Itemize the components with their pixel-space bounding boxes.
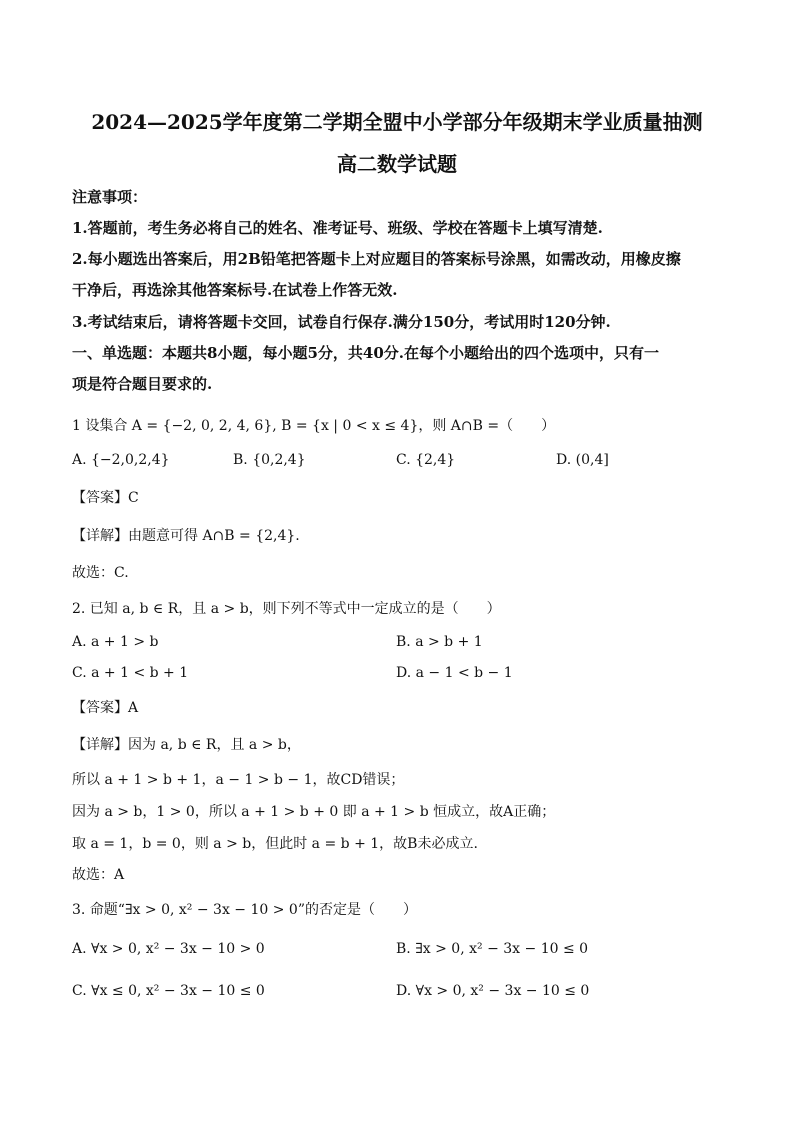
- q1-conclusion: 故选：C.: [72, 565, 129, 581]
- q2-option-d: D. a − 1 < b − 1: [396, 665, 513, 681]
- q3-option-b: B. ∃x > 0, x² − 3x − 10 ≤ 0: [396, 941, 589, 957]
- q2-option-a: A. a + 1 > b: [72, 634, 159, 650]
- q1-option-a: A. {−2,0,2,4}: [72, 452, 170, 468]
- notice-item-1: 1.答题前，考生务必将自己的姓名、准考证号、班级、学校在答题卡上填写清楚.: [72, 219, 603, 237]
- q1-answer: 【答案】C: [72, 490, 139, 506]
- q2-option-b: B. a > b + 1: [396, 634, 483, 650]
- q2-conclusion: 故选：A: [72, 867, 125, 883]
- q2-stem: 2. 已知 a, b ∈ R，且 a > b，则下列不等式中一定成立的是（ ）: [72, 601, 501, 617]
- exam-title: 2024—2025学年度第二学期全盟中小学部分年级期末学业质量抽测: [91, 110, 703, 134]
- q2-detail: 【详解】因为 a, b ∈ R，且 a > b，: [72, 737, 301, 753]
- q1-option-d: D. (0,4]: [556, 452, 609, 468]
- q3-option-d: D. ∀x > 0, x² − 3x − 10 ≤ 0: [396, 983, 590, 999]
- q2-reason-1: 所以 a + 1 > b + 1，a − 1 > b − 1，故CD错误；: [72, 772, 405, 788]
- q3-option-c: C. ∀x ≤ 0, x² − 3x − 10 ≤ 0: [72, 983, 265, 999]
- notice-item-2: 2.每小题选出答案后，用2B铅笔把答题卡上对应题目的答案标号涂黑，如需改动，用橡皮擦: [72, 250, 681, 268]
- exam-subtitle: 高二数学试题: [337, 152, 457, 176]
- notice-item-2-cont: 干净后，再选涂其他答案标号.在试卷上作答无效.: [72, 281, 398, 299]
- q1-detail: 【详解】由题意可得 A∩B = {2,4}.: [72, 528, 300, 544]
- q2-reason-3: 取 a = 1，b = 0，则 a > b，但此时 a = b + 1，故B未必成立.: [72, 836, 478, 852]
- section-heading-cont: 项是符合题目要求的.: [72, 375, 213, 393]
- notice-item-3: 3.考试结束后，请将答题卡交回，试卷自行保存.满分150分，考试用时120分钟.: [72, 313, 611, 331]
- q3-stem: 3. 命题“∃x > 0, x² − 3x − 10 > 0”的否定是（ ）: [72, 902, 417, 918]
- q1-option-c: C. {2,4}: [396, 452, 456, 468]
- q1-stem: 1 设集合 A = {−2, 0, 2, 4, 6}, B = {x | 0 < x ≤ 4}，则 A∩B =（ ）: [72, 418, 556, 434]
- q2-option-c: C. a + 1 < b + 1: [72, 665, 189, 681]
- notice-heading: 注意事项：: [72, 188, 148, 206]
- section-heading: 一、单选题：本题共8小题，每小题5分，共40分.在每个小题给出的四个选项中，只有一: [72, 344, 659, 362]
- q2-reason-2: 因为 a > b，1 > 0，所以 a + 1 > b + 0 即 a + 1 > b 恒成立，故A正确；: [72, 804, 556, 820]
- q2-answer: 【答案】A: [72, 700, 139, 716]
- q3-option-a: A. ∀x > 0, x² − 3x − 10 > 0: [72, 941, 265, 957]
- q1-option-b: B. {0,2,4}: [233, 452, 306, 468]
